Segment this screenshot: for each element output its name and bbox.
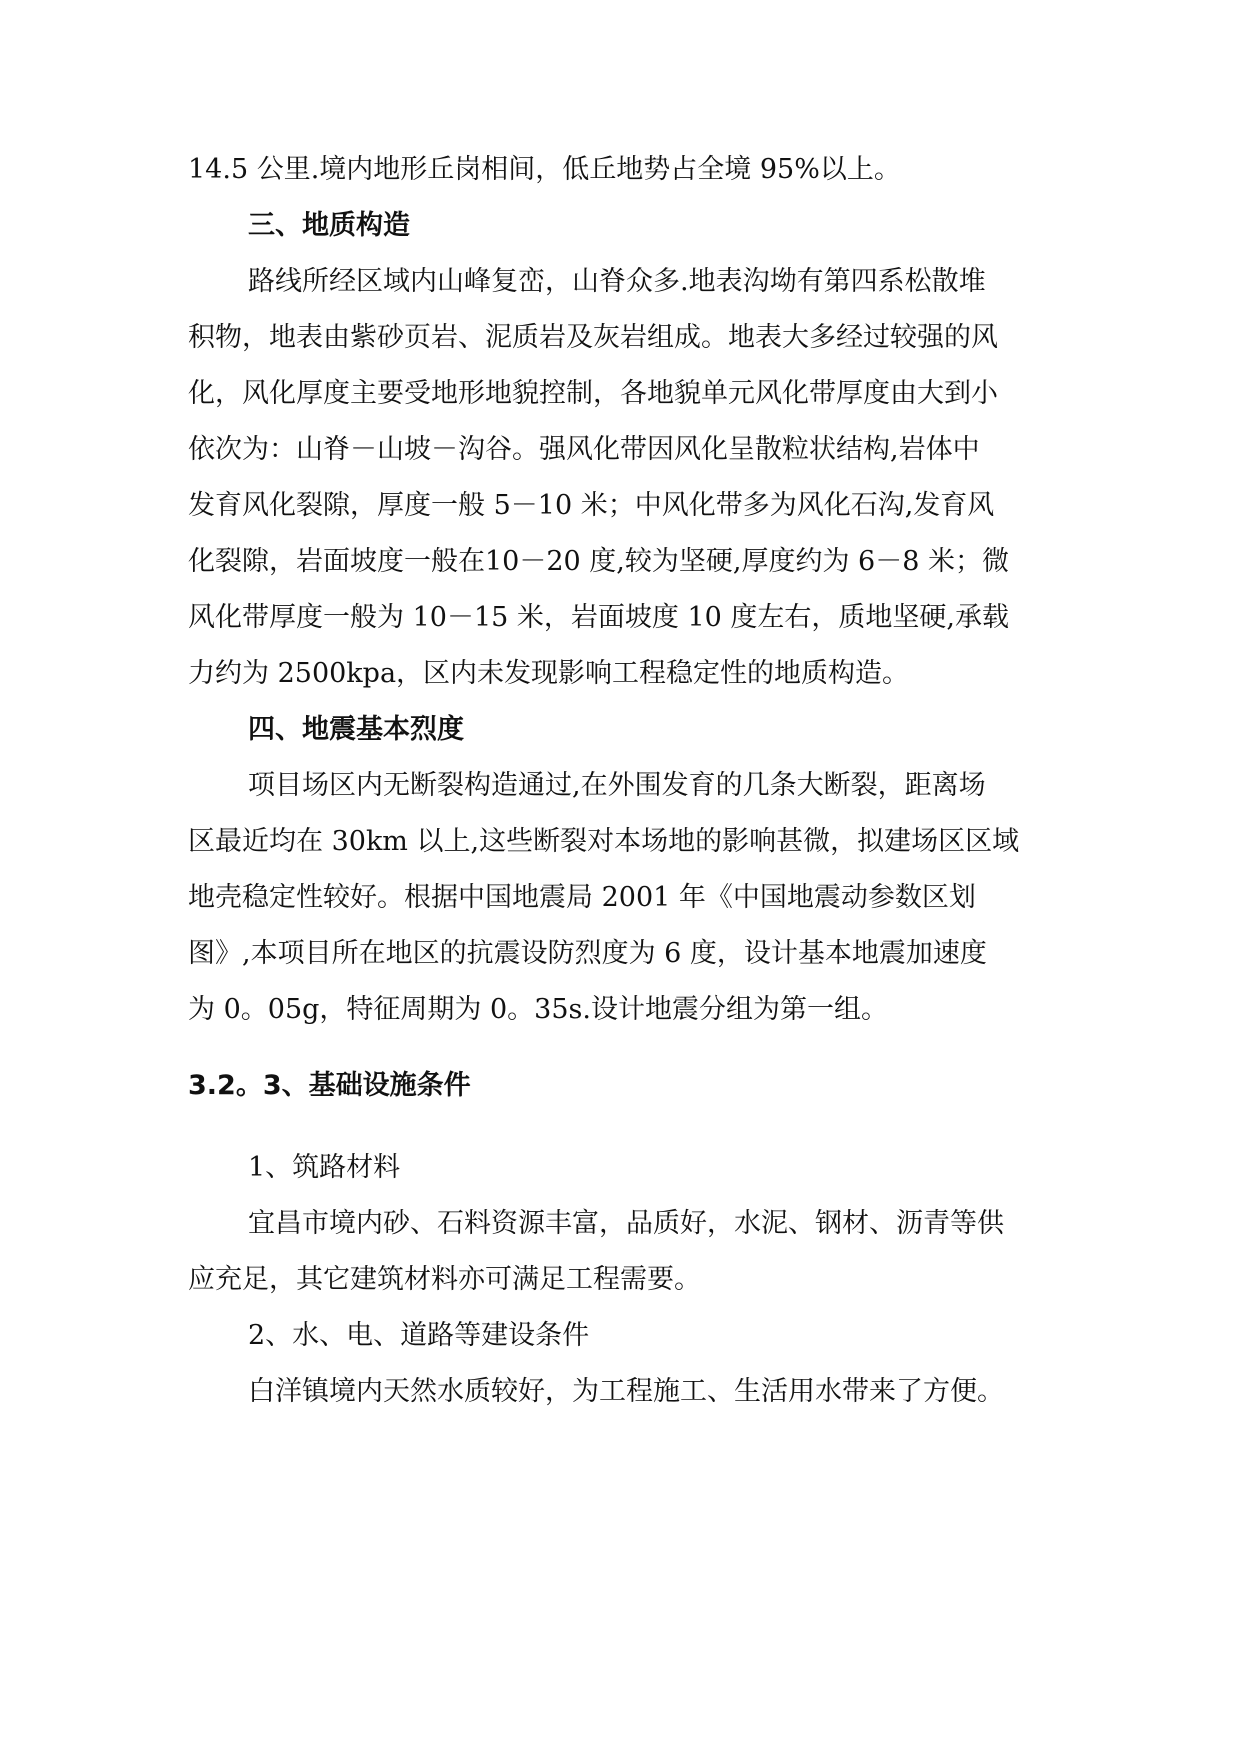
section-heading: 四、地震基本烈度 <box>248 714 464 745</box>
paragraph-line: 图》,本项目所在地区的抗震设防烈度为 6 度，设计基本地震加速度 <box>188 938 987 969</box>
paragraph-line: 地壳稳定性较好。根据中国地震局 2001 年《中国地震动参数区划 <box>188 882 976 913</box>
paragraph-line: 项目场区内无断裂构造通过,在外围发育的几条大断裂，距离场 <box>248 770 986 801</box>
paragraph-line: 发育风化裂隙，厚度一般 5－10 米；中风化带多为风化石沟,发育风 <box>188 490 995 521</box>
paragraph-line: 宜昌市境内砂、石料资源丰富，品质好，水泥、钢材、沥青等供 <box>248 1208 1004 1239</box>
paragraph-line: 风化带厚度一般为 10－15 米，岩面坡度 10 度左右，质地坚硬,承载 <box>188 602 1009 633</box>
paragraph-line: 白洋镇境内天然水质较好，为工程施工、生活用水带来了方便。 <box>248 1376 1004 1407</box>
paragraph-line: 区最近均在 30km 以上,这些断裂对本场地的影响甚微，拟建场区区域 <box>188 826 1020 857</box>
list-item-heading: 2、水、电、道路等建设条件 <box>248 1320 590 1351</box>
paragraph-line: 依次为：山脊－山坡－沟谷。强风化带因风化呈散粒状结构,岩体中 <box>188 434 980 465</box>
list-item-heading: 1、筑路材料 <box>248 1152 401 1183</box>
paragraph-line: 积物，地表由紫砂页岩、泥质岩及灰岩组成。地表大多经过较强的风 <box>188 322 998 353</box>
paragraph-line: 为 0。05g，特征周期为 0。35s.设计地震分组为第一组。 <box>188 994 888 1025</box>
paragraph-line: 路线所经区域内山峰复峦，山脊众多.地表沟坳有第四系松散堆 <box>248 266 986 297</box>
paragraph-line: 力约为 2500kpa，区内未发现影响工程稳定性的地质构造。 <box>188 658 910 689</box>
paragraph-line: 化，风化厚度主要受地形地貌控制，各地貌单元风化带厚度由大到小 <box>188 378 998 409</box>
paragraph-line: 14.5 公里.境内地形丘岗相间，低丘地势占全境 95%以上。 <box>188 154 901 185</box>
paragraph-line: 化裂隙，岩面坡度一般在10－20 度,较为坚硬,厚度约为 6－8 米；微 <box>188 546 1009 577</box>
paragraph-line: 应充足，其它建筑材料亦可满足工程需要。 <box>188 1264 701 1295</box>
subsection-heading: 3.2。3、基础设施条件 <box>188 1070 471 1101</box>
section-heading: 三、地质构造 <box>248 210 410 241</box>
